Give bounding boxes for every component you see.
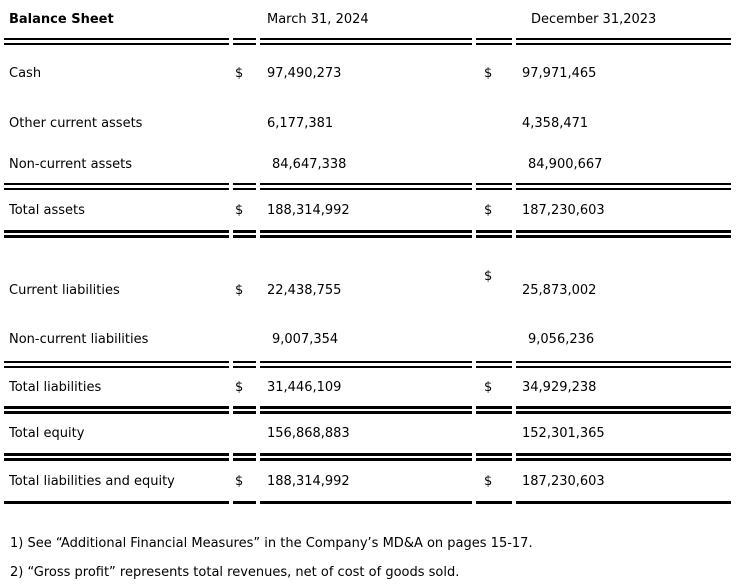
table-row-total-equity (4, 414, 731, 461)
currency-symbol: $ (476, 461, 512, 504)
row-label: Current liabilities (9, 282, 120, 298)
footnotes-section (10, 536, 750, 580)
row-label: Total liabilities and equity (4, 461, 229, 504)
value-mar-2024: 22,438,755 (267, 282, 342, 298)
currency-symbol: $ (233, 461, 256, 504)
value-dec-2023: 187,230,603 (516, 190, 731, 238)
row-label: Non-current liabilities (4, 318, 229, 368)
currency-symbol (233, 318, 256, 368)
value-dec-2023: 187,230,603 (516, 461, 731, 504)
table-row-total-liabilities-and-equity (4, 461, 731, 504)
header-row (4, 0, 731, 45)
value-dec-2023: 4,358,471 (522, 115, 589, 131)
currency-symbol (476, 318, 512, 368)
row-label: Non-current assets (4, 145, 229, 190)
currency-symbol: $ (233, 368, 256, 414)
currency-symbol (476, 101, 512, 145)
value-dec-2023: 34,929,238 (516, 368, 731, 414)
value-dec-2023: 152,301,365 (516, 414, 731, 461)
currency-symbol (476, 145, 512, 190)
currency-symbol: $ (235, 65, 244, 81)
value-mar-2024: 188,314,992 (260, 461, 472, 504)
header-spacer (233, 0, 256, 45)
value-mar-2024: 9,007,354 (260, 318, 472, 368)
currency-symbol: $ (233, 190, 256, 238)
value-mar-2024: 97,490,273 (267, 65, 342, 81)
value-mar-2024: 84,647,338 (260, 145, 472, 190)
row-label: Total assets (4, 190, 229, 238)
footnote-1: 1) See “Additional Financial Measures” in the Company’s MD&A on pages 15-17. (10, 536, 533, 551)
currency-symbol: $ (476, 368, 512, 414)
currency-symbol: $ (484, 269, 493, 284)
value-dec-2023: 25,873,002 (522, 282, 597, 298)
currency-symbol: $ (476, 190, 512, 238)
currency-symbol (476, 414, 512, 461)
currency-symbol (233, 145, 256, 190)
row-label: Total liabilities (4, 368, 229, 414)
value-mar-2024: 156,868,883 (260, 414, 472, 461)
row-label: Total equity (4, 414, 229, 461)
header-spacer (476, 0, 512, 45)
row-label: Other current assets (9, 115, 143, 131)
table-row-cash (4, 45, 731, 101)
column-header-mar-2024: March 31, 2024 (260, 0, 472, 45)
spacer-row (4, 238, 731, 262)
value-mar-2024: 6,177,381 (267, 115, 334, 131)
value-dec-2023: 84,900,667 (516, 145, 731, 190)
table-row-non-current-liabilities (4, 318, 731, 368)
balance-rows (4, 45, 731, 504)
table-row-current-liabilities (4, 262, 731, 318)
currency-symbol (233, 414, 256, 461)
currency-symbol: $ (235, 282, 244, 298)
table-row-other-current-assets (4, 101, 731, 145)
value-dec-2023: 97,971,465 (522, 65, 597, 81)
table-row-total-assets (4, 190, 731, 238)
table-title: Balance Sheet (4, 0, 229, 45)
currency-symbol: $ (484, 65, 493, 81)
value-mar-2024: 31,446,109 (260, 368, 472, 414)
table-row-non-current-assets (4, 145, 731, 190)
value-dec-2023: 9,056,236 (516, 318, 731, 368)
column-header-dec-2023: December 31,2023 (516, 0, 731, 45)
currency-symbol (233, 101, 256, 145)
footnote-2: 2) “Gross profit” represents total revenues, net of cost of goods sold. (10, 565, 460, 580)
value-mar-2024: 188,314,992 (260, 190, 472, 238)
table-row-total-liabilities (4, 368, 731, 414)
row-label: Cash (9, 65, 42, 81)
